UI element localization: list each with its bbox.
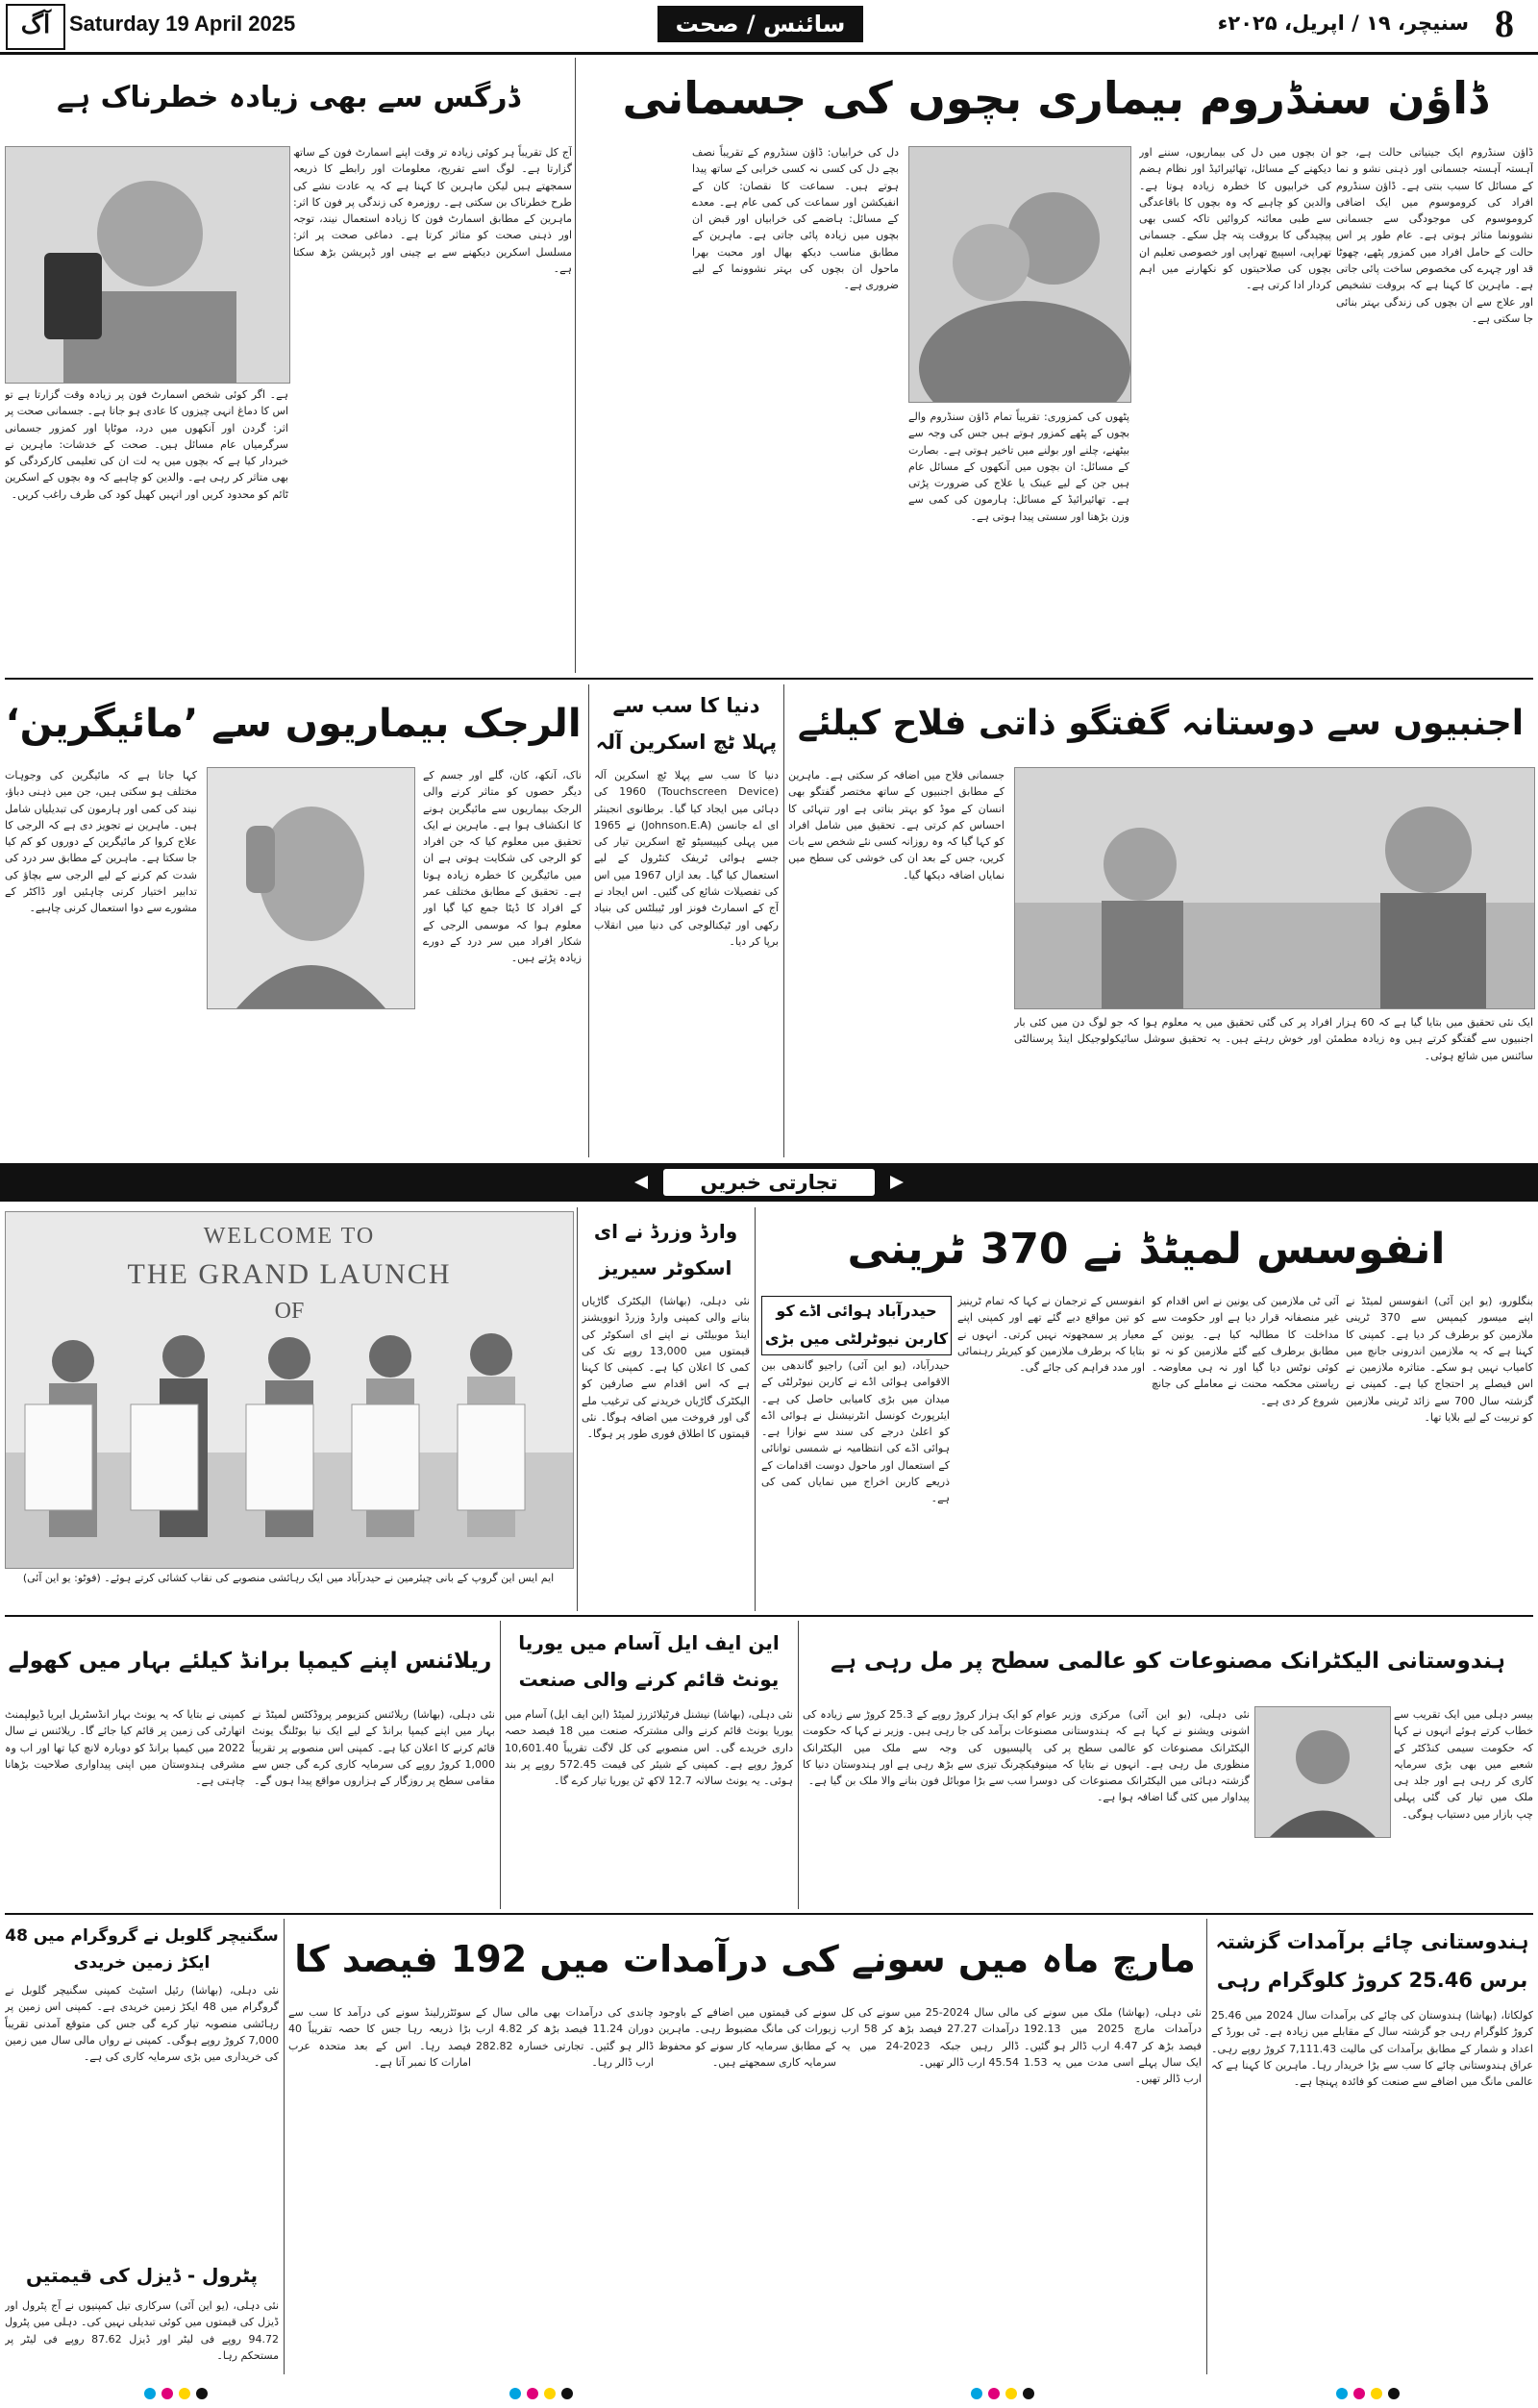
date-urdu: سنیچر، ۱۹ / اپریل، ۲۰۲۵ء [1217, 12, 1469, 35]
infosys-col-1: بنگلورو، (یو این آئی) انفوسس لمیٹڈ نے اپنے میسور کیمپس سے 370 ٹرینی ملازمین کو برطرف کر دیا ہے۔ کمپنی کا کہنا ہے کہ یہ ملازمین اندرونی جانچ میں کامیاب نہیں ہو سکے۔ متاثرہ ملازمین نے اس فیصلے پر احتجاج کیا ہے۔ کمپنی نے گزشتہ سال 700 سے زائد ٹرینی ملازمین کو تربیت کے لیے بلایا تھا۔ [1346, 1295, 1533, 1425]
section-rule [5, 1913, 1533, 1915]
column-rule [798, 1621, 799, 1909]
down-syndrome-col-3: پٹھوں کی کمزوری: تقریباً تمام ڈاؤن سنڈروم والے بچوں کے پٹھے کمزور ہوتے ہیں جس کی وجہ سے بیٹھنے، چلنے اور بولنے میں تاخیر ہوتی ہے۔ بصارت کے مسائل: ان بچوں میں آنکھوں کے مسائل عام ہیں جن کے لیے عینک یا علاج کی ضرورت پڑتی ہے۔ تھائیرائیڈ کے مسائل: ہارمون کی کمی سے وزن بڑھنا اور سستی پیدا ہوتی ہے۔ [908, 410, 1129, 523]
date-english: Saturday 19 April 2025 [69, 12, 296, 36]
gold-imports-headline: مارچ ماہ میں سونے کی درآمدات میں 192 فیصد کا [294, 1938, 1196, 1980]
registration-dot-yellow [544, 2388, 556, 2399]
registration-dot-magenta [988, 2388, 1000, 2399]
registration-dot-yellow [1371, 2388, 1382, 2399]
column-rule [575, 58, 576, 673]
section-rule [5, 678, 1533, 680]
registration-dot-yellow [179, 2388, 190, 2399]
page-header [0, 0, 1538, 55]
petrol-headline: پٹرول - ڈیزل کی قیمتیں [25, 2264, 259, 2287]
trade-news-band [0, 1163, 1538, 1202]
down-syndrome-photo [908, 146, 1131, 403]
smartphone-col-1: آج کل تقریباً ہر کوئی زیادہ تر وقت اپنے اسمارٹ فون کے ساتھ گزارتا ہے۔ لوگ اسے تفریح، معلومات اور رابطے کا ذریعہ سمجھتے ہیں لیکن ماہرین کا کہنا ہے کہ یہ عادت نشے کی طرح خطرناک بن سکتی ہے۔ روزمرہ کی زندگی پر فون کا اثر: ماہرین کے مطابق اسمارٹ فون کا زیادہ استعمال نیند، توجہ اور ذہنی صحت کو متاثر کرتا ہے۔ دماغی صحت پر اثر: مسلسل اسکرین دیکھنے سے بے چینی اور ڈپریشن بڑھ سکتا ہے۔ [293, 146, 572, 276]
nfl-assam-body: نئی دہلی، (بھاشا) نیشنل فرٹیلائزرز لمیٹڈ (این ایف ایل) آسام میں یوریا یونٹ قائم کرنے والی مشترکہ صنعت میں 18 فیصد حصہ داری خریدے گی۔ اس منصوبے کی کل لاگت تقریباً 10,601.40 کروڑ روپے ہے۔ کمپنی کے شیئر کی قیمت 572.45 روپے پر بند ہوئی۔ یہ یونٹ سالانہ 12.7 لاکھ ٹن یوریا تیار کرے گا۔ [505, 1708, 793, 1788]
infosys-col-3: انفوسس کے ترجمان نے کہا کہ تمام ٹرینیز کو تین مواقع دیے گئے تھے اور کمپنی اپنے معیار پر سمجھوتہ نہیں کرتی۔ انہوں نے بتایا کہ برطرف ملازمین کو کیریئر رہنمائی اور مدد فراہم کی جائے گی۔ [957, 1295, 1145, 1375]
down-syndrome-col-1: ڈاؤن سنڈروم ایک جینیاتی حالت ہے، جو آہستہ آہستہ جسمانی اور ذہنی نشو و نما کے مسائل کا سبب بنتی ہے۔ ڈاؤن سنڈروم افراد کی کروموسوم میں ایک اضافی کروموسوم کی موجودگی سے جسمانی نشوونما متاثر ہوتی ہے۔ عام طور پر اس حالت کے حامل افراد میں کمزور پٹھے، چھوٹا قد اور چہرے کی مخصوص ساخت پائی جاتی ہے۔ ماہرین کا کہنا ہے کہ بروقت تشخیص اور علاج سے ان بچوں کی زندگی بہتر بنائی جا سکتی ہے۔ [1336, 146, 1533, 325]
registration-dot-cyan [971, 2388, 982, 2399]
reliance-col-2: کمپنی نے بتایا کہ یہ یونٹ بہار انڈسٹریل ایریا ڈیولپمنٹ اتھارٹی کی زمین پر قائم کیا جائے گا۔ ریلائنس نے سال 2022 میں کیمپا برانڈ کو دوبارہ لانچ کیا تھا اور اب وہ مشرقی ہندوستان میں اپنی پیداواری صلاحیت بڑھانا چاہتی ہے۔ [5, 1708, 245, 1788]
petrol-body: نئی دہلی، (یو این آئی) سرکاری تیل کمپنیوں نے آج پٹرول اور ڈیزل کی قیمتوں میں کوئی تبدیلی نہیں کی۔ دہلی میں پٹرول 94.72 روپے فی لیٹر اور ڈیزل 87.62 روپے فی لیٹر پر مستحکم رہا۔ [5, 2299, 279, 2362]
tea-exports-body: کولکاتا، (بھاشا) ہندوستان کی چائے کی برآمدات سال 2024 میں 25.46 کروڑ کلوگرام رہی جو گزشتہ سال کے مقابلے میں زیادہ ہے۔ ٹی بورڈ کے اعداد و شمار کے مطابق برآمدات کی مالیت 7,111.43 کروڑ روپے رہی۔ عراق ہندوستانی چائے کا سب سے بڑا خریدار رہا۔ ماہرین کا کہنا ہے کہ عالمی مانگ میں اضافے سے صنعت کو فائدہ پہنچا ہے۔ [1211, 2009, 1533, 2089]
registration-dot-yellow [1005, 2388, 1017, 2399]
registration-dot-magenta [161, 2388, 173, 2399]
down-syndrome-col-2: ان بچوں میں دل کی بیماریوں، سننے اور دیکھنے کے مسائل، تھائیرائیڈ اور نظام ہضم کی خرابیوں کا خطرہ زیادہ ہوتا ہے۔ والدین کو چاہیے کہ وہ بچوں کا باقاعدگی سے طبی معائنہ کروائیں تاکہ کسی بھی پیچیدگی کا بروقت پتہ چل سکے۔ جسمانی تھراپی، اسپیچ تھراپی اور خصوصی تعلیم ان بچوں کی صلاحیتوں کو نکھارنے میں اہم کردار ادا کرتی ہے۔ [1139, 146, 1331, 292]
gold-imports-col-5: سوئٹزرلینڈ سونے کی درآمد کا سب سے بڑا ذریعہ رہا جس کا حصہ تقریباً 40 فیصد رہا۔ اس کے بعد متحدہ عرب امارات کا نمبر آتا ہے۔ [288, 2006, 471, 2069]
electronics-col-2: نئی دہلی، (یو این آئی) مرکزی وزیر اشونی ویشنو نے کہا ہے کہ ہندوستانی الیکٹرانک مصنوعات کو عالمی سطح پر منظوری مل رہی ہے۔ انہوں نے بتایا کہ گزشتہ دہائی میں الیکٹرانک مصنوعات کی پیداوار میں کئی گنا اضافہ ہوا ہے۔ [1062, 1708, 1250, 1804]
launch-banner-line-2: THE GRAND LAUNCH [127, 1258, 452, 1290]
registration-dot-black [1023, 2388, 1034, 2399]
strangers-headline: اجنبیوں سے دوستانہ گفتگو ذاتی فلاح کیلئے [797, 704, 1525, 743]
registration-dot-cyan [1336, 2388, 1348, 2399]
smartphone-col-2: ہے۔ اگر کوئی شخص اسمارٹ فون پر زیادہ وقت گزارتا ہے تو اس کا دماغ انہی چیزوں کا عادی ہو جاتا ہے۔ جسمانی صحت پر اثر: گردن اور آنکھوں میں درد، موٹاپا اور کمزور جسمانی سرگرمیاں عام مسائل ہیں۔ صحت کے خدشات: ماہرین نے خبردار کیا ہے کہ بچوں میں یہ لت ان کی تعلیمی کارکردگی کو بھی متاثر کر رہی ہے۔ والدین کو چاہیے کہ وہ بچوں کے اسکرین ٹائم کو محدود کریں اور انہیں کھیل کود کی طرف راغب کریں۔ [5, 388, 288, 501]
column-rule [1206, 1919, 1207, 2374]
smartphone-headline: ڈرگس سے بھی زیادہ خطرناک ہے [57, 81, 520, 114]
registration-dot-magenta [527, 2388, 538, 2399]
column-rule [284, 1919, 285, 2374]
strangers-photo [1014, 767, 1535, 1009]
wardwizard-headline: وارڈ وزرڈ نے ای اسکوٹر سیریز [593, 1220, 738, 1279]
registration-dot-magenta [1353, 2388, 1365, 2399]
section-rule [5, 1615, 1533, 1617]
allergy-migraine-col-2: کہا جاتا ہے کہ مائیگرین کی وجوہات مختلف ہو سکتی ہیں، جن میں ذہنی دباؤ، نیند کی کمی اور ہارمون کی تبدیلیاں شامل ہیں۔ ماہرین نے تجویز دی ہے کہ الرجی کا علاج کروا کر مائیگرین کے دوروں کو کم کیا جا سکتا ہے۔ ماہرین کے مطابق سر درد کی شدت کم کرنے کے لیے الرجی سے بچاؤ کی تدابیر اختیار کرنی چاہئیں اور ڈاکٹر کے مشورے سے دوا استعمال کرنی چاہیے۔ [5, 769, 197, 915]
column-rule [588, 684, 589, 1157]
section-title: سائنس / صحت [657, 6, 863, 42]
launch-banner-line-1: WELCOME TO [203, 1224, 376, 1249]
electronics-headline: ہندوستانی الیکٹرانک مصنوعات کو عالمی سطح پر مل رہی ہے [830, 1649, 1505, 1674]
migraine-photo [207, 767, 415, 1009]
print-registration-bar [0, 2380, 1538, 2408]
hyderabad-body: حیدرآباد، (یو این آئی) راجیو گاندھی بین الاقوامی ہوائی اڈے نے کاربن نیوٹرلٹی کے میدان میں بڑی کامیابی حاصل کی ہے۔ ایئرپورٹ کونسل انٹرنیشنل نے ہوائی اڈے کو اعلیٰ درجے کی سند سے نوازا ہے۔ ہوائی اڈے کی انتظامیہ نے شمسی توانائی کے استعمال اور ماحول دوست اقدامات کے ذریعے کاربن اخراج میں نمایاں کمی کی ہے۔ [761, 1359, 950, 1505]
signature-headline: سگنیچر گلوبل نے گروگرام میں 48 ایکڑ زمین خریدی [5, 1926, 279, 1973]
gold-imports-col-4: چاندی کی درآمدات بھی مالی سال کے دوران 11.24 فیصد بڑھ کر 4.82 ارب ڈالر ہو گئیں۔ تجارتی خسارہ 282.82 ارب ڈالر رہا۔ [476, 2006, 654, 2069]
ashwini-vaishnaw-photo [1254, 1706, 1391, 1838]
trade-news-label: تجارتی خبریں [663, 1169, 875, 1196]
allergy-migraine-col-1: ناک، آنکھ، کان، گلے اور جسم کے دیگر حصوں کو متاثر کرنے والی الرجک بیماریوں سے مائیگرین ہونے کا انکشاف ہوا ہے۔ ماہرین نے ایک تحقیق میں معلوم کیا کہ جن افراد کو الرجی کی شکایت ہوتی ہے ان میں مائیگرین کا خطرہ زیادہ ہوتا ہے۔ تحقیق کے مطابق مختلف عمر کے افراد کا ڈیٹا جمع کیا گیا اور معلوم ہوا کہ موسمی الرجی کے شکار افراد میں سر درد کے دورے زیادہ پڑتے ہیں۔ [423, 769, 582, 965]
strangers-col-1: جسمانی فلاح میں اضافہ کر سکتی ہے۔ ماہرین کے مطابق اجنبیوں کے ساتھ مختصر گفتگو بھی انسان کے موڈ کو بہتر بناتی ہے اور تنہائی کا احساس کم کرتی ہے۔ تحقیق میں شامل افراد کو کہا گیا کہ وہ روزانہ کسی نئے شخص سے بات کریں، جس کے بعد ان کی خوشی کی سطح میں نمایاں اضافہ دیکھا گیا۔ [788, 769, 1005, 881]
gold-imports-col-1: نئی دہلی، (بھاشا) ملک میں سونے کی درآمدات مارچ 2025 میں 192.13 فیصد بڑھ کر 4.47 ارب ڈالر ہو گئیں۔ ایک سال پہلے اسی مدت میں یہ 1.53 ارب ڈالر تھیں۔ [1024, 2006, 1202, 2086]
registration-dot-cyan [144, 2388, 156, 2399]
column-rule [577, 1207, 578, 1611]
strangers-col-2: ایک نئی تحقیق میں بتایا گیا ہے کہ 60 ہزار افراد پر کی گئی تحقیق میں یہ معلوم ہوا کہ جو لوگ دن میں کئی بار اجنبیوں سے گفتگو کرتے ہیں وہ زیادہ مطمئن اور خوش رہتے ہیں۔ یہ تحقیق سوشل سائیکولوجیکل اینڈ پرسنالٹی سائنس میں شائع ہوئی۔ [1014, 1016, 1533, 1062]
hyderabad-headline-box [761, 1296, 952, 1355]
registration-dot-black [561, 2388, 573, 2399]
smartphone-photo [5, 146, 290, 384]
electronics-col-3: بیسر دہلی میں ایک تقریب سے خطاب کرتے ہوئے انہوں نے کہا کہ حکومت سیمی کنڈکٹر کے شعبے میں بھی بڑی سرمایہ کاری کر رہی ہے اور جلد ہی ملک میں تیار کی گئی پہلی چپ بازار میں دستیاب ہوگی۔ [1394, 1708, 1533, 1821]
reliance-col-1: نئی دہلی، (بھاشا) ریلائنس کنزیومر پروڈکٹس لمیٹڈ نے بہار میں اپنے کیمپا برانڈ کے لیے ایک نیا بوٹلنگ یونٹ قائم کرنے کا اعلان کیا ہے۔ کمپنی اس منصوبے پر تقریباً 1,000 کروڑ روپے کی سرمایہ کاری کرے گی جس سے مقامی سطح پر روزگار کے ہزاروں مواقع پیدا ہوں گے۔ [252, 1708, 495, 1788]
nfl-assam-headline: این ایف ایل آسام میں یوریا یونٹ قائم کرنے والی صنعت [518, 1631, 780, 1691]
gold-imports-col-3: سونے کی قیمتوں میں اضافے کے باوجود زیورات کی مانگ مضبوط رہی۔ ماہرین کے مطابق سرمایہ کار سونے کو محفوظ سرمایہ کاری سمجھتے ہیں۔ [658, 2006, 836, 2069]
allergy-migraine-headline: الرجک بیماریوں سے ’مائیگرین‘ [5, 702, 582, 746]
newspaper-logo: آگ [6, 4, 65, 50]
launch-banner-line-3: OF [274, 1299, 305, 1324]
touchscreen-body: دنیا کا سب سے پہلا ٹچ اسکرین آلہ (Touchscreen Device) 1960 کی دہائی میں ایجاد کیا گیا۔ برطانوی انجینئر ای اے جانسن (Johnson.E.A) نے 1965 میں پہلی کیپیسیٹو ٹچ اسکرین تیار کی جسے ہوائی ٹریفک کنٹرول کے لیے استعمال کیا گیا۔ بعد ازاں 1967 میں اس کی تفصیلات شائع کی گئیں۔ اس ایجاد نے آج کے اسمارٹ فونز اور ٹیبلٹس کی بنیاد رکھی اور ٹیکنالوجی کی دنیا میں انقلاب برپا کر دیا۔ [594, 769, 779, 948]
down-syndrome-col-4: دل کی خرابیاں: ڈاؤن سنڈروم کے تقریباً نصف بچے دل کی کسی نہ کسی خرابی کے ساتھ پیدا ہوتے ہیں۔ سماعت کا نقصان: کان کے انفیکشن اور سماعت کی کمی عام ہے۔ معدے کے مسائل: ہاضمے کی خرابیاں اور قبض ان بچوں میں زیادہ پائی جاتی ہے۔ ماہرین کے مطابق مناسب دیکھ بھال اور محبت بھرا ماحول ان بچوں کی بہتر نشوونما کے لیے ضروری ہے۔ [692, 146, 899, 292]
reliance-headline: ریلائنس اپنے کیمپا برانڈ کیلئے بہار میں کھولے [8, 1649, 492, 1674]
signature-body: نئی دہلی، (بھاشا) رئیل اسٹیٹ کمپنی سگنیچر گلوبل نے گروگرام میں 48 ایکڑ زمین خریدی ہے۔ کمپنی اس زمین پر رہائشی منصوبہ تیار کرے گی جس کی متوقع آمدنی تقریباً 7,000 کروڑ روپے ہوگی۔ کمپنی نے رواں مالی سال میں زمین کی خریداری میں بڑی سرمایہ کاری کی ہے۔ [5, 1984, 279, 2064]
page-number: 8 [1495, 2, 1514, 45]
infosys-col-2: آئی ٹی ملازمین کی یونین نے اس اقدام کو غیر منصفانہ قرار دیا ہے اور حکومت سے مداخلت کا مطالبہ کیا ہے۔ یونین کے مطابق برطرف کیے گئے ملازمین کو نہ تو کوئی نوٹس دیا گیا اور نہ ہی معاوضہ۔ ریاستی محکمہ محنت نے معاملے کی جانچ شروع کر دی ہے۔ [1152, 1295, 1339, 1407]
column-rule [783, 684, 784, 1157]
hyderabad-headline: حیدرآباد ہوائی اڈے کو کاربن نیوٹرلٹی میں بڑی [764, 1302, 949, 1348]
registration-dot-cyan [509, 2388, 521, 2399]
column-rule [755, 1207, 756, 1611]
registration-dot-black [1388, 2388, 1400, 2399]
gold-imports-col-2: مالی سال 2024-25 میں سونے کی کل درآمدات 27.27 فیصد بڑھ کر 58 ارب ڈالر رہیں جبکہ 2023-24 میں یہ 45.54 ارب ڈالر تھیں۔ [841, 2006, 1019, 2069]
registration-dot-black [196, 2388, 208, 2399]
electronics-col-1: عوام کو ایک ہزار کروڑ روپے کے 25.3 کروڑ سے زیادہ کی مصنوعات برآمد کی جا رہی ہیں۔ وزیر نے کہا کہ حکومت کی پالیسیوں کی وجہ سے ملک میں الیکٹرانک مینوفیکچرنگ تیزی سے بڑھ رہی ہے اور ہندوستان دنیا کا دوسرا سب سے بڑا موبائل فون بنانے والا ملک بن گیا ہے۔ [803, 1708, 1057, 1788]
grand-launch-photo [5, 1211, 574, 1569]
down-syndrome-headline: ڈاؤن سنڈروم بیماری بچوں کی جسمانی [622, 72, 1488, 124]
column-rule [500, 1621, 501, 1909]
touchscreen-headline: دنیا کا سب سے پہلا ٹچ اسکرین آلہ [595, 694, 778, 754]
grand-launch-caption: ایم ایس این گروپ کے بانی چیئرمین نے حیدرآباد میں ایک رہائشی منصوبے کی نقاب کشائی کرتے ہوئے۔ (فوٹو: یو این آئی) [22, 1572, 555, 1584]
tea-exports-headline: ہندوستانی چائے برآمدات گزشتہ برس 25.46 کروڑ کلوگرام رہی [1215, 1930, 1529, 1992]
wardwizard-body: نئی دہلی، (بھاشا) الیکٹرک گاڑیاں بنانے والی کمپنی وارڈ وزرڈ انوویشنز اینڈ موبیلٹی نے اپنے ای اسکوٹر کی قیمتوں میں 13,000 روپے تک کی کمی کا اعلان کیا ہے۔ کمپنی کا کہنا ہے کہ اس اقدام سے صارفین کو الیکٹرک گاڑیاں خریدنے کی ترغیب ملے گی اور فروخت میں اضافہ ہوگا۔ نئی قیمتوں کا اطلاق فوری طور پر ہوگا۔ [582, 1295, 750, 1441]
arrow-right-icon [890, 1176, 904, 1189]
arrow-left-icon [634, 1176, 648, 1189]
infosys-headline: انفوسس لمیٹڈ نے 370 ٹرینی [847, 1225, 1446, 1274]
